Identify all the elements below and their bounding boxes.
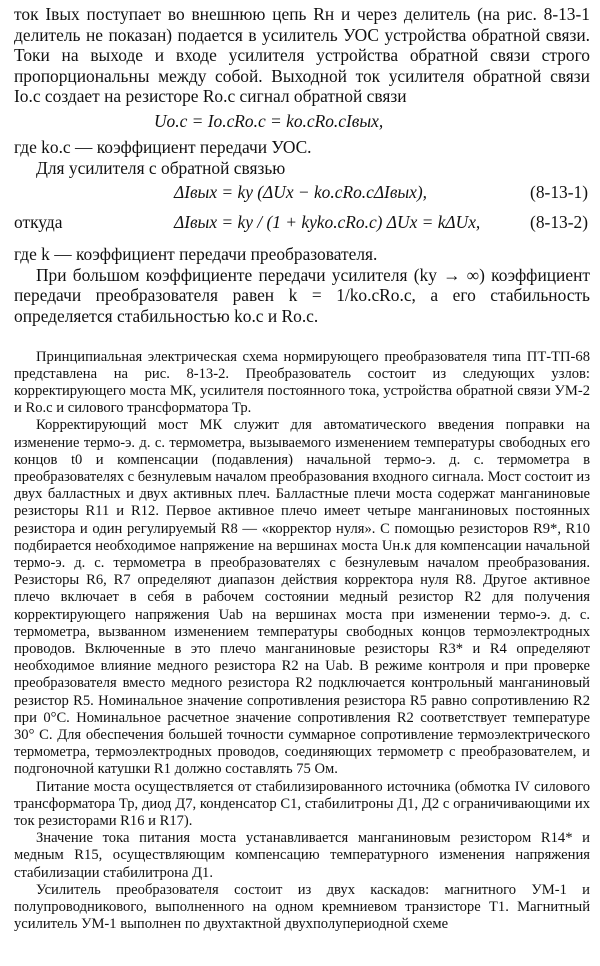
formula-8-13-2 (14, 208, 590, 244)
paragraph-large-gain: При большом коэффициенте передачи усилителя (kу → ∞) коэффициент передачи преобразователя равен k = 1/kо.сRо.с, а его стабильность определяется стабильностью kо.с и Rо.с. (14, 264, 590, 326)
paragraph-feedback-amplifier: Для усилителя с обратной связью (36, 157, 286, 178)
paragraph-bridge-current: Значение тока питания моста устанавливается манганиновым резистором R14* и медным R15, осуществляющим компенсацию температурного изменения напряжения стабилизации стабилитрона Д1. (14, 830, 590, 881)
paragraph-k-definition: где k — коэффициент передачи преобразователя. (14, 244, 378, 265)
formula-lead-word: откуда (14, 212, 63, 233)
formula-8-13-1 (14, 178, 590, 208)
paragraph-circuit-overview: Принципиальная электрическая схема нормирующего преобразователя типа ПТ-ТП-68 представлена на рис. 8-13-2. Преобразователь состоит из следующих узлов: корректирующего моста МК, усилителя постоянного тока, устройства обратной связи УМ-2 и Rо.с и силового трансформатора Тр. (14, 348, 590, 417)
paragraph-correcting-bridge: Корректирующий мост МК служит для автоматического введения поправки на изменение термо-э. д. с. термометра, вызываемого изменением температуры свободных его концов t0 и компенсации (подавления) начальной термо-э. д. с. термометра в преобразователях с безнулевым началом преобразования входного сигнала. Мост состоит из двух балластных и двух активных плеч. Балластные плечи моста содержат манганиновые резисторы R11 и R12. Первое активное плечо имеет четыре манганиновых постоянных резистора и один регулируемый R8 — «корректор нуля». С помощью резисторов R9*, R10 подбирается необходимое напряжение на вершинах моста Uн.к для компенсации начальной термо-э. д. с. термометра в преобразователях с безнулевым началом преобразования. Резисторы R6, R7 определяют диапазон действия корректора нуля R8. Другое активное плечо включает в себя в рабочем состоянии медный резистор R2 для получения корректирующего напряжения Uab на вершинах моста при изменении термо-э. д. с. термометра, вызванном изменением температуры свободных концов термоэлектродных проводов. Включенные в это плечо манганиновые резисторы R3* и R4 определяют необходимое влияние медного резистора R2 на Uab. В режиме контроля и при проверке преобразователя вместо медного резистора R2 подключается контрольный манганиновый резистор R5. Номинальное значение сопротивления резистора R5 равно сопротивлению R2 при 0°С. Номинальное расчетное значение сопротивления R2 соответствует температуре 30° С. Для обеспечения большей точности суммарное сопротивление термоэлектрического термометра, термоэлектродных проводов, соединяющих термометр с преобразователем, и подгоночной катушки R1 должно составлять 75 Ом. (14, 417, 590, 778)
paragraph-output-current: ток Iвых поступает во внешнюю цепь Rн и через делитель (на рис. 8-13-1 делитель не показан) подается в усилитель УОС устройства обратной связи. Токи на выходе и входе усилителя устройства обратной связи строго пропорциональны между собой. Выходной ток усилителя обратной связи Iо.с создает на резисторе Rо.с сигнал обратной связи (14, 4, 590, 107)
formula-number: (8-13-2) (530, 212, 588, 233)
paragraph-amplifier: Усилитель преобразователя состоит из двух каскадов: магнитного УМ-1 и полупроводникового, выполненного на одном кремниевом транзисторе Т1. Магнитный усилитель УМ-1 выполнен по двухтактной двухполупериодной схеме (14, 881, 590, 933)
formula-expression: ΔIвых = kу / (1 + kуkо.сRо.с) ΔUx = kΔUx, (174, 212, 481, 233)
paragraph-bridge-power: Питание моста осуществляется от стабилизированного источника (обмотка IV силового трансформатора Тр, диод Д7, конденсатор С1, стабилитроны Д1, Д2 с ограничивающими их ток резисторами R16 и R17). (14, 778, 590, 830)
formula-number: (8-13-1) (530, 182, 588, 203)
paragraph-koc-definition: где kо.с — коэффициент передачи УОС. (14, 136, 312, 157)
formula-expression: ΔIвых = kу (ΔUx − kо.сRо.сΔIвых), (174, 182, 428, 203)
section-gap (14, 327, 590, 349)
formula-feedback-signal (14, 107, 590, 137)
formula-expression: Uо.с = Iо.сRо.с = kо.сRо.сIвых, (154, 110, 384, 131)
